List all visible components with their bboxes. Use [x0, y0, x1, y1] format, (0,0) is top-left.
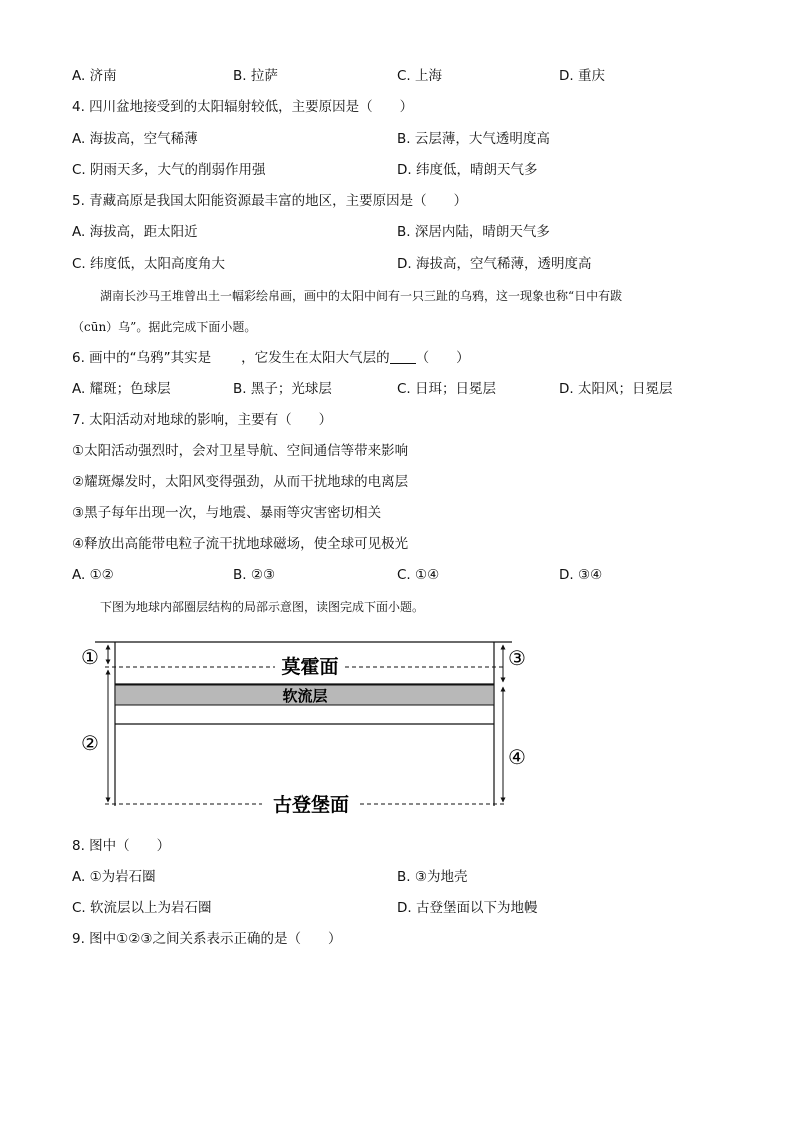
q4-option-c: C. 阴雨天多，大气的削弱作用强	[72, 162, 266, 178]
q5-option-c: C. 纬度低，太阳高度角大	[72, 256, 226, 272]
moho-label: 莫霍面	[281, 656, 339, 678]
q7-option-a: A. ①②	[72, 567, 114, 583]
q4-option-a: A. 海拔高，空气稀薄	[72, 131, 198, 147]
q3-option-d: D. 重庆	[559, 68, 605, 84]
q6-option-b: B. 黑子；光球层	[233, 381, 332, 397]
q8-option-a: A. ①为岩石圈	[72, 869, 156, 885]
q6-option-c: C. 日珥；日冕层	[397, 381, 497, 397]
label-4: ④	[508, 745, 526, 769]
q6-option-d: D. 太阳风；日冕层	[559, 381, 673, 397]
q8-option-c: C. 软流层以上为岩石圈	[72, 900, 212, 916]
intro-paragraph-1-line-2: （cūn）乌”。据此完成下面小题。	[72, 320, 257, 334]
q7-stem: 7. 太阳活动对地球的影响，主要有（ ）	[72, 412, 333, 428]
q5-option-a: A. 海拔高，距太阳近	[72, 224, 198, 240]
q6-option-a: A. 耀斑；色球层	[72, 381, 171, 397]
q4-option-d: D. 纬度低，晴朗天气多	[397, 162, 538, 178]
q7-item-4: ④释放出高能带电粒子流干扰地球磁场，使全球可见极光	[72, 536, 409, 552]
q4-option-b: B. 云层薄，大气透明度高	[397, 131, 550, 147]
q5-option-b: B. 深居内陆，晴朗天气多	[397, 224, 550, 240]
intro-paragraph-2: 下图为地球内部圈层结构的局部示意图，读图完成下面小题。	[100, 600, 425, 614]
q9-stem: 9. 图中①②③之间关系表示正确的是（ ）	[72, 931, 342, 947]
q5-option-d: D. 海拔高，空气稀薄，透明度高	[397, 256, 592, 272]
label-1: ①	[81, 645, 99, 669]
gutenberg-label: 古登堡面	[272, 794, 350, 816]
q8-option-b: B. ③为地壳	[397, 869, 468, 885]
q7-item-2: ②耀斑爆发时，太阳风变得强劲，从而干扰地球的电离层	[72, 474, 409, 490]
q5-stem: 5. 青藏高原是我国太阳能资源最丰富的地区，主要原因是（ ）	[72, 193, 468, 209]
q3-option-b: B. 拉萨	[233, 68, 278, 84]
q7-option-d: D. ③④	[559, 567, 603, 583]
q8-option-d: D. 古登堡面以下为地幔	[397, 900, 538, 916]
q6-stem-part-b: ，它发生在太阳大气层的	[241, 350, 390, 366]
q6-stem-part-c: （ ）	[415, 350, 470, 366]
q7-item-1: ①太阳活动强烈时，会对卫星导航、空间通信等带来影响	[72, 443, 409, 459]
asthenosphere-label: 软流层	[282, 687, 328, 705]
q4-stem: 4. 四川盆地接受到的太阳辐射较低，主要原因是（ ）	[72, 99, 414, 115]
q7-item-3: ③黑子每年出现一次，与地震、暴雨等灾害密切相关	[72, 505, 382, 521]
label-2: ②	[81, 731, 99, 755]
q3-option-c: C. 上海	[397, 68, 443, 84]
q7-option-c: C. ①④	[397, 567, 440, 583]
label-3: ③	[508, 646, 526, 670]
q6-stem-part-a: 6. 画中的“乌鸦”其实是	[72, 350, 212, 366]
intro-paragraph-1-line-1: 湖南长沙马王堆曾出土一幅彩绘帛画，画中的太阳中间有一只三趾的乌鸦，这一现象也称“日中有跋	[100, 289, 623, 303]
q3-option-a: A. 济南	[72, 68, 117, 84]
q8-stem: 8. 图中（ ）	[72, 838, 171, 854]
q7-option-b: B. ②③	[233, 567, 276, 583]
